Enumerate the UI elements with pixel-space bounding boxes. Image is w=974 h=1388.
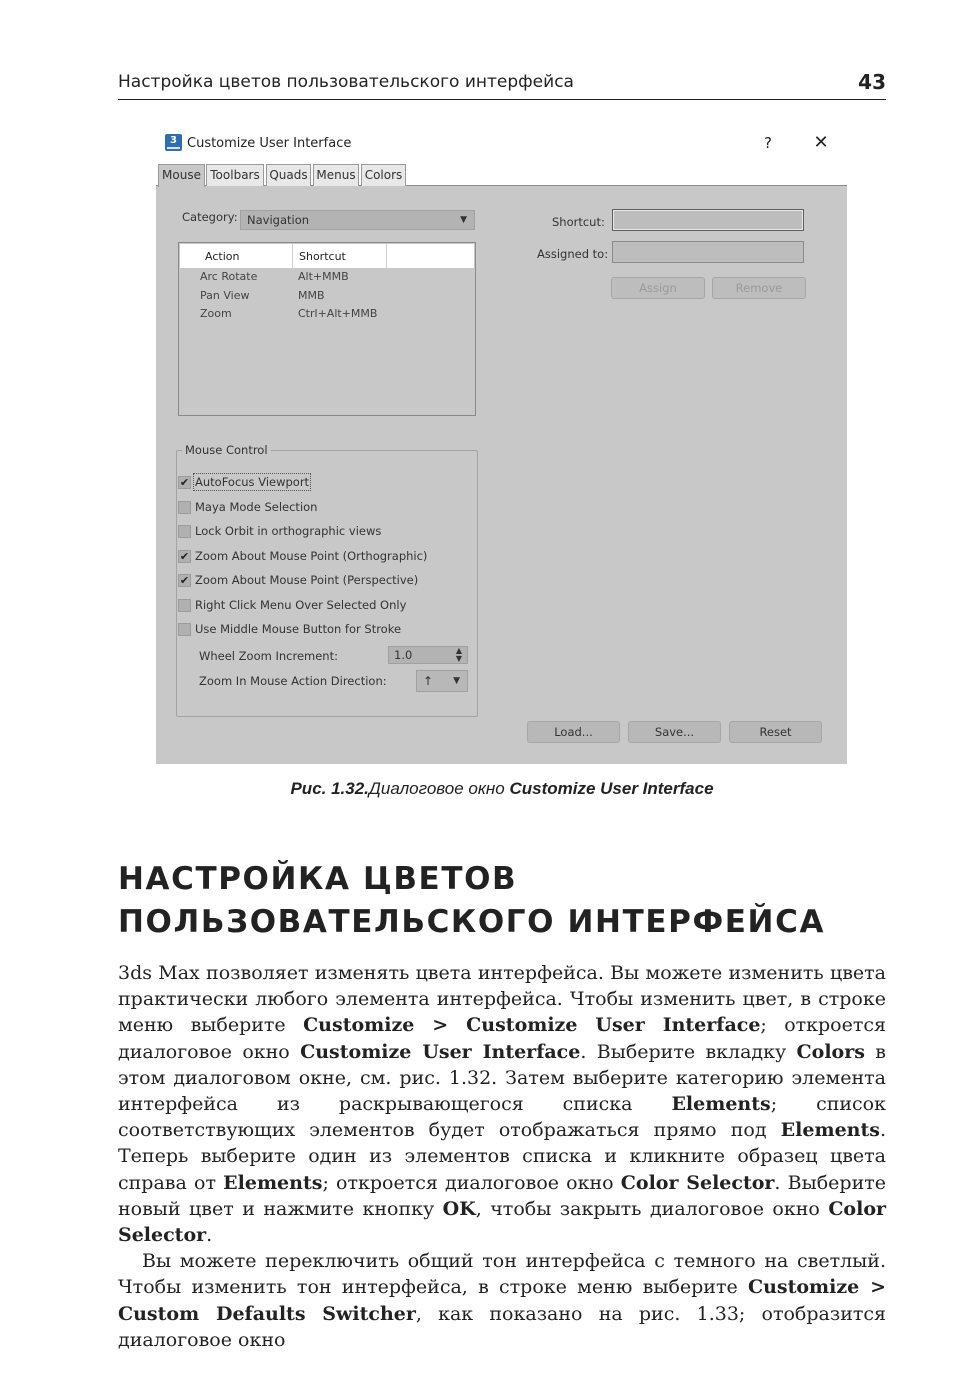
wheel-zoom-label: Wheel Zoom Increment: [199,649,338,663]
caption-dialog-name: Customize User Interface [509,779,714,798]
paragraph [118,1248,886,1353]
shortcut-cell: Alt+MMB [298,270,349,283]
menu-path: Customize > Customize User Interface [303,1014,761,1037]
ui-term: Elements [671,1093,771,1116]
dialog-titlebar [156,128,847,162]
assign-button[interactable]: Assign [611,277,705,299]
figure-caption [0,779,974,799]
text-run: ; откроется диалоговое окно [322,1171,621,1194]
paragraph [118,960,886,1248]
shortcut-cell: Ctrl+Alt+MMB [298,307,378,320]
checkbox-label: Maya Mode Selection [195,500,318,514]
menu-path: Customize > Custom Defaults Switcher [118,1276,886,1325]
zoom-direction-dropdown[interactable] [416,670,468,692]
dialog-name: Color Selector [118,1197,887,1247]
close-button[interactable]: ✕ [813,132,829,153]
checkbox-label: Right Click Menu Over Selected Only [195,598,407,612]
category-dropdown[interactable] [240,210,475,230]
checkbox-box [178,599,191,612]
dialog-title: Customize User Interface [187,136,352,151]
text-run: , как показано на рис. 1.33; отобразится диалоговое окно [118,1302,886,1351]
zoom-direction-label: Zoom In Mouse Action Direction: [199,674,387,688]
checkmark-icon: ✔ [179,476,190,489]
ui-term: Elements [223,1171,323,1194]
text-run: . Выберите вкладку [580,1040,797,1063]
checkbox-box [178,623,191,636]
column-header-action[interactable]: Action [205,250,240,263]
text-run: , чтобы закрыть диалоговое окно [475,1197,829,1220]
column-divider [292,244,293,268]
column-divider [386,244,387,268]
button-name: OK [442,1197,476,1220]
checkbox-label: Zoom About Mouse Point (Orthographic) [195,549,428,563]
checkbox-box [178,525,191,538]
running-header [118,70,886,100]
tab-quads[interactable]: Quads [266,164,311,186]
remove-button[interactable]: Remove [712,277,806,299]
customize-ui-dialog [156,128,847,764]
body-text [118,960,886,1353]
save-button[interactable]: Save... [628,721,721,743]
action-list[interactable] [178,242,476,416]
category-value: Navigation [247,213,310,227]
ui-term: Elements [780,1119,880,1142]
checkmark-icon: ✔ [179,574,190,587]
tab-colors[interactable]: Colors [361,164,406,186]
checkbox-label: Lock Orbit in orthographic views [195,524,382,538]
text-run: Вы можете переключить общий тон интерфейса с темного на светлый. Чтобы изменить тон интерфейса, в строке меню выберите [118,1250,886,1299]
caption-text: Диалоговое окно [368,779,505,798]
list-item[interactable] [179,269,473,288]
tab-toolbars[interactable]: Toolbars [206,164,264,186]
text-run: ; список соответствующих элементов будет отображаться прямо под [118,1093,886,1142]
shortcut-label: Shortcut: [552,215,605,229]
text-run: . [206,1224,213,1247]
text-run: 3ds Max позволяет изменять цвета интерфейса. Вы можете изменить цвета практически любого элемента интерфейса. Чтобы изменить цвет, в строке меню выберите [118,962,886,1037]
load-button[interactable]: Load... [527,721,620,743]
shortcut-cell: MMB [298,289,325,302]
checkbox-label: Zoom About Mouse Point (Perspective) [195,573,419,587]
shortcut-input[interactable] [612,209,804,231]
checkbox-box [178,501,191,514]
wheel-zoom-value: 1.0 [394,648,413,662]
group-title: Mouse Control [182,443,271,457]
tab-menus[interactable]: Menus [313,164,359,186]
checkmark-icon: ✔ [179,550,190,563]
column-header-shortcut[interactable]: Shortcut [299,250,346,263]
reset-button[interactable]: Reset [729,721,822,743]
text-run: . Теперь выберите один из элементов списка и кликните образец цвета справа от [118,1119,886,1194]
checkbox-label: AutoFocus Viewport [195,475,310,489]
action-cell: Arc Rotate [200,270,258,283]
page-number: 43 [858,70,886,94]
chevron-down-icon: ▼ [453,676,460,686]
tab-bar [156,162,847,186]
tab-name: Colors [796,1040,865,1063]
arrow-up-icon: ↑ [423,674,434,688]
figure-number: Рис. 1.32. [290,779,369,798]
list-item[interactable] [179,288,473,307]
list-item[interactable] [179,306,473,325]
action-cell: Pan View [200,289,250,302]
action-cell: Zoom [200,307,232,320]
text-run: ; откроется диалоговое окно [118,1014,887,1063]
spinner-arrows-icon[interactable]: ▲ ▼ [455,646,462,663]
app-3ds-max-icon: 3 [165,134,182,151]
text-run: . Выберите новый цвет и нажмите кнопку [118,1171,886,1220]
dialog-name: Color Selector [620,1171,775,1194]
running-title: Настройка цветов пользовательского интерфейса [118,72,574,92]
dialog-name: Customize User Interface [300,1040,581,1063]
wheel-zoom-spinner[interactable] [388,646,468,664]
assigned-to-label: Assigned to: [537,247,609,261]
assigned-to-field [612,241,804,263]
text-run: в этом диалоговом окне, см. рис. 1.32. Затем выберите категорию элемента интерфейса из раскрывающегося списка [118,1040,886,1116]
category-label: Category: [182,210,238,224]
list-header [180,244,474,268]
tab-mouse[interactable]: Mouse [158,164,205,187]
checkbox-label: Use Middle Mouse Button for Stroke [195,622,402,636]
help-button[interactable]: ? [764,134,772,152]
section-heading: НАСТРОЙКА ЦВЕТОВ ПОЛЬЗОВАТЕЛЬСКОГО ИНТЕРФЕЙСА [118,861,826,940]
chevron-down-icon: ▼ [460,215,467,225]
